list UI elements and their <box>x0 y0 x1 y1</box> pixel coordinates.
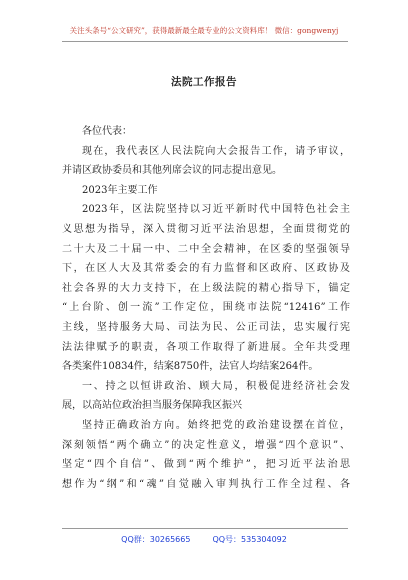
section-heading-line: 一、持之以恒讲政治、顾大局，积极促进经济社会发 <box>82 380 350 392</box>
paragraph-line: “上台阶、创一流”工作定位，围绕市法院“12416”工作 <box>62 302 350 314</box>
paragraph-line: 2023年，区法院坚持以习近平新时代中国特色社会主 <box>82 204 350 216</box>
section-heading-line: 展，以高站位政治担当服务保障我区振兴 <box>62 400 242 412</box>
document-title: 法院工作报告 <box>171 76 237 88</box>
paragraph-line: 二十大及二十届一中、二中全会精神，在区委的坚强领导 <box>62 243 350 255</box>
paragraph-line: 现在，我代表区人民法院向大会报告工作，请予审议， <box>82 145 350 157</box>
header-divider <box>62 41 348 42</box>
footer-qq-group: QQ群：30265665 <box>121 535 191 544</box>
paragraph-line: 法法律赋予的职责，各项工作取得了新进展。全年共受理 <box>62 341 350 353</box>
paragraph-line: 想作为“纲”和“魂”自觉融入审判执行工作全过程、各 <box>62 478 350 490</box>
paragraph-line: 并请区政协委员和其他列席会议的同志提出意见。 <box>62 165 282 177</box>
top-banner <box>0 26 408 36</box>
paragraph-line: 下，在区人大及其常委会的有力监督和区政府、区政协及 <box>62 263 350 275</box>
salutation: 各位代表： <box>82 126 132 137</box>
paragraph-line: 社会各界的大力支持下，在上级法院的精心指导下，锚定 <box>62 282 350 294</box>
paragraph-line: 各类案件10834件，结案8750件，法官人均结案264件。 <box>62 361 319 373</box>
paragraph-line: 义思想为指导，深入贯彻习近平法治思想，全面贯彻党的 <box>62 223 350 235</box>
paragraph-line: 深刻领悟“两个确立”的决定性意义，增强“四个意识”、 <box>62 439 350 451</box>
footer-qq-number: QQ号：535304092 <box>212 535 287 544</box>
document-body <box>62 122 350 494</box>
footer <box>0 534 408 545</box>
paragraph-line: 坚持正确政治方向。始终把党的政治建设摆在首位， <box>82 419 350 431</box>
section-heading: 2023年主要工作 <box>82 184 158 196</box>
paragraph-line: 坚定“四个自信”、做到“两个维护”，把习近平法治思 <box>62 459 350 471</box>
paragraph-line: 主线，坚持服务大局、司法为民、公正司法，忠实履行宪 <box>62 321 350 333</box>
banner-text: 关注头条号“公文研究”，获得最新最全最专业的公文资料库！ 微信：gongwenyj <box>69 26 339 35</box>
footer-divider <box>62 528 348 529</box>
